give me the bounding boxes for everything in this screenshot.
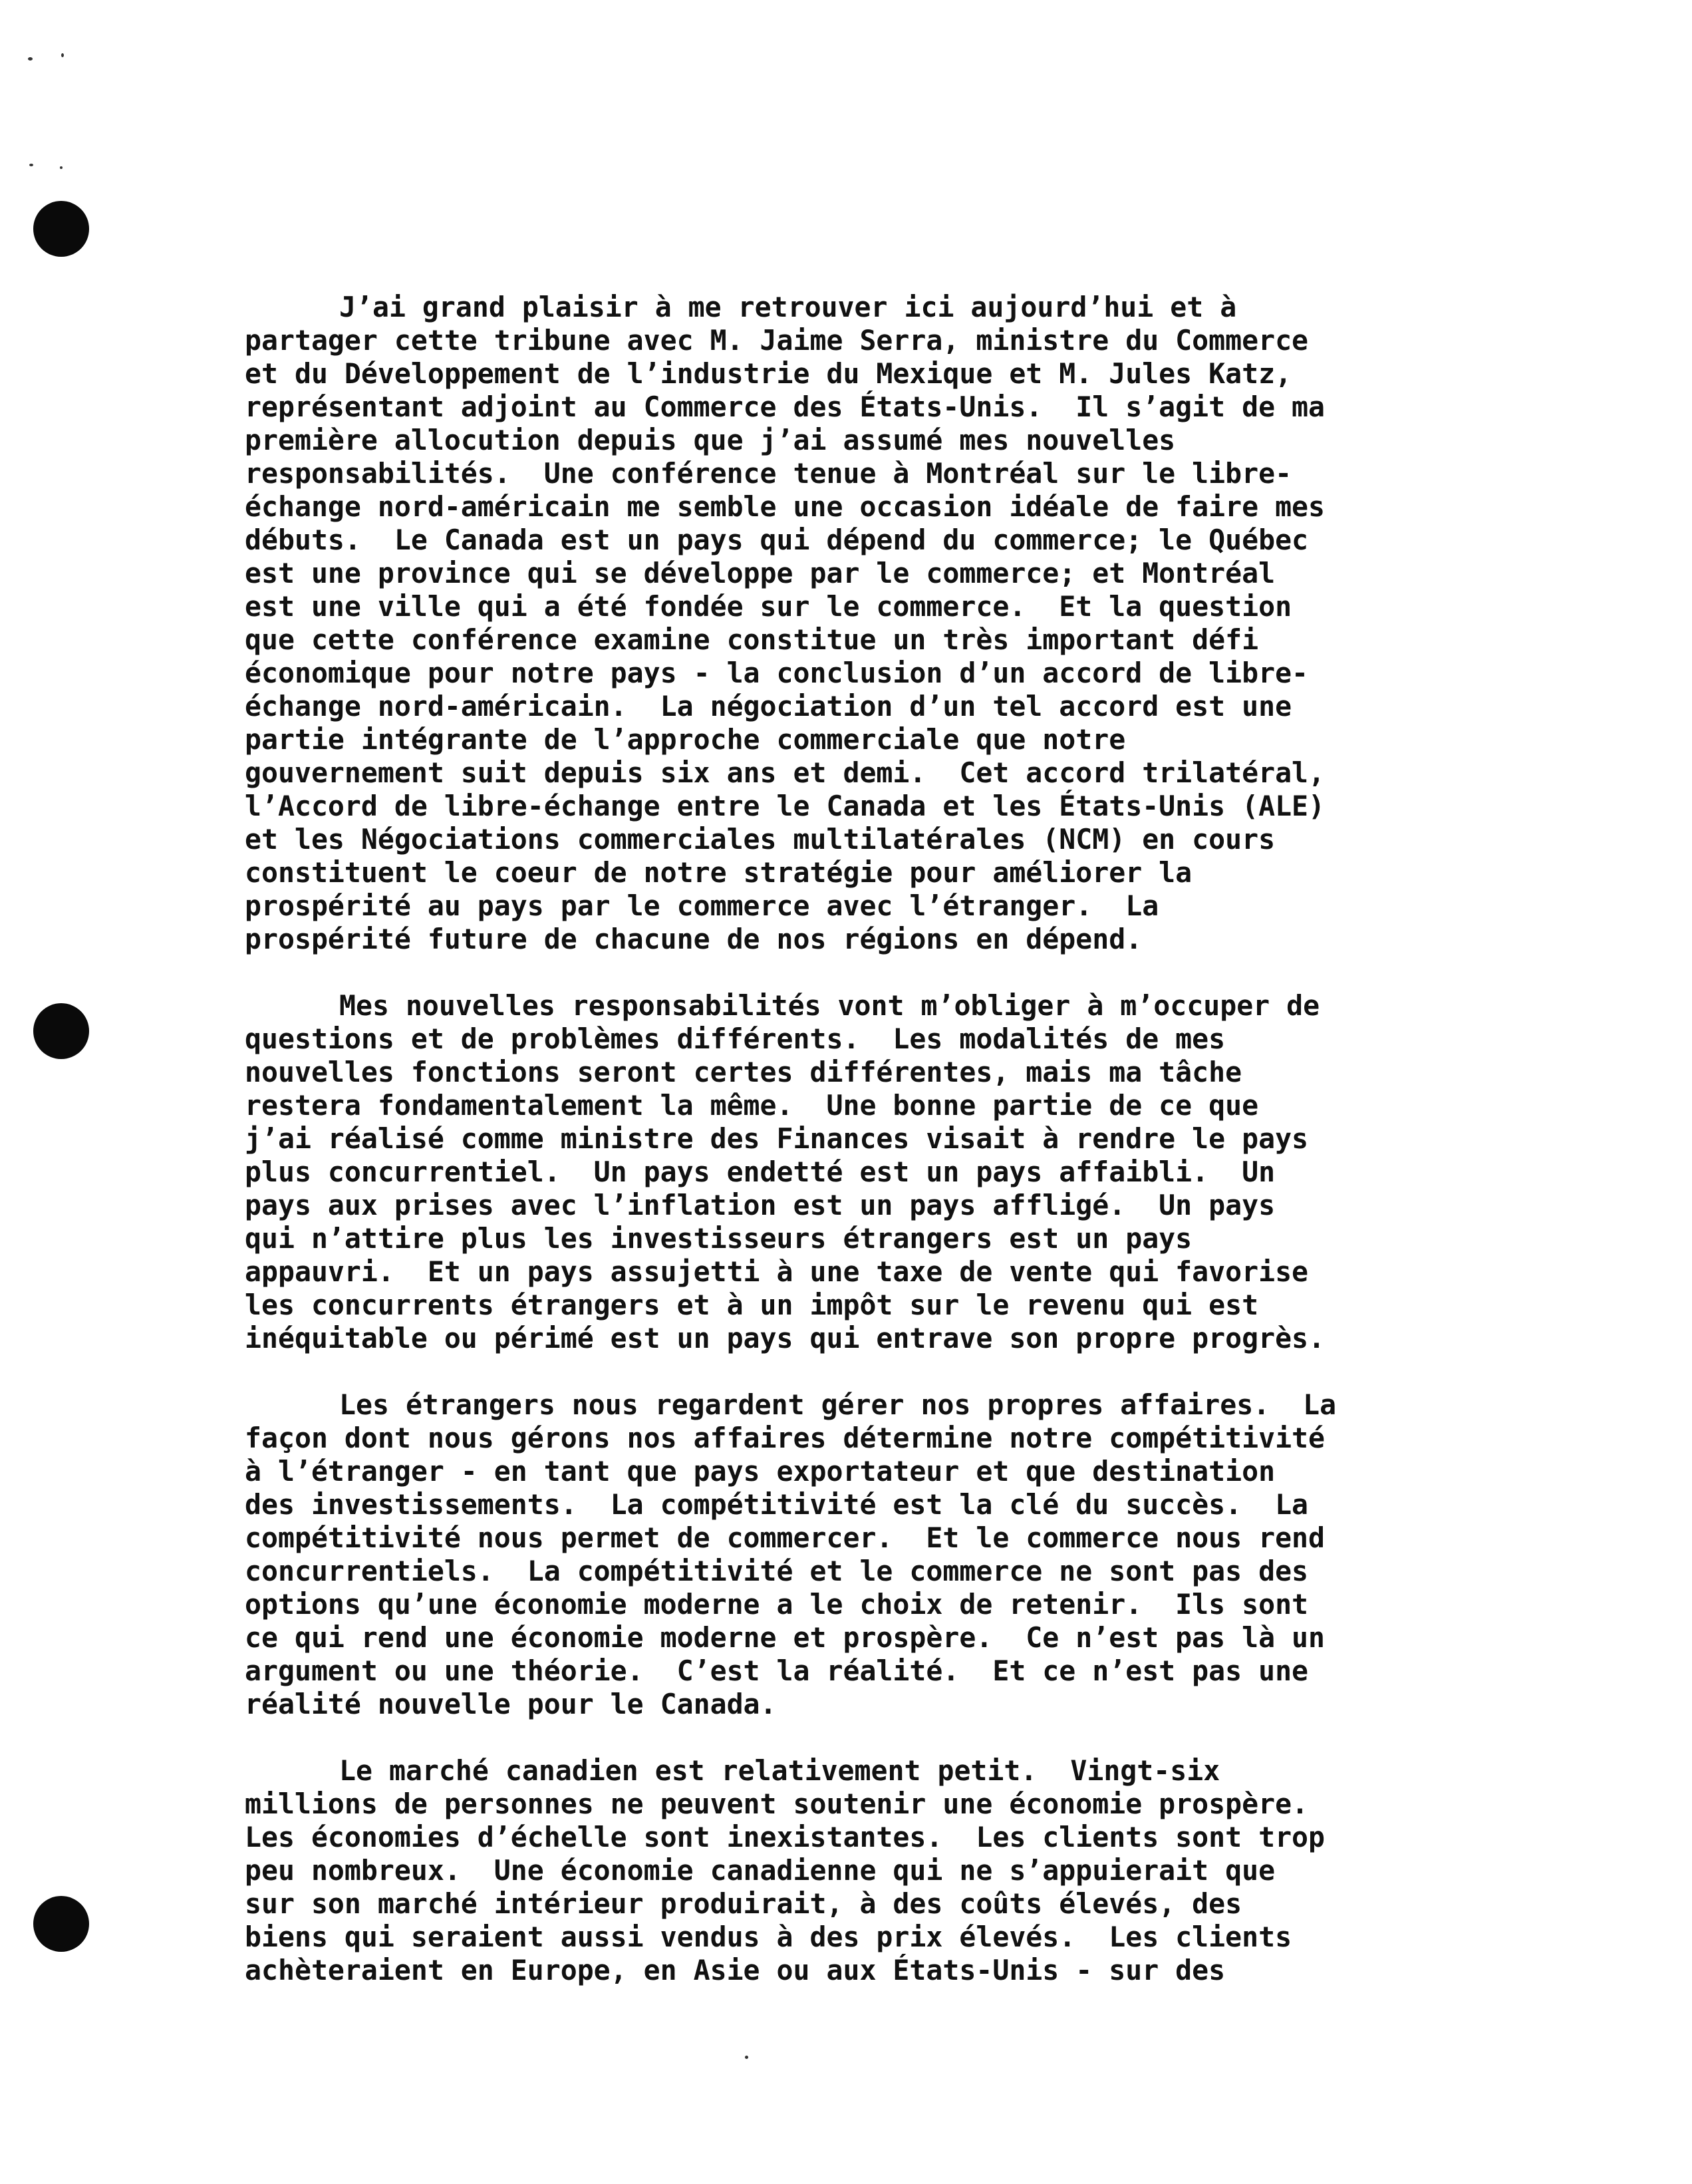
text-line: responsabilités. Une conférence tenue à Montréal sur le libre- (245, 457, 1292, 490)
text-line: partie intégrante de l’approche commerciale que notre (245, 723, 1126, 756)
text-line: restera fondamentalement la même. Une bonne partie de ce que (245, 1089, 1259, 1122)
paragraph-4 (245, 1754, 1575, 1987)
text-line: première allocution depuis que j’ai assumé mes nouvelles (245, 424, 1176, 456)
punch-hole-middle (33, 1003, 89, 1059)
text-line: façon dont nous gérons nos affaires détermine notre compétitivité (245, 1422, 1326, 1454)
text-line: prospérité future de chacune de nos régions en dépend. (245, 923, 1143, 955)
text-line: compétitivité nous permet de commercer. Et le commerce nous rend (245, 1521, 1326, 1554)
text-line: et les Négociations commerciales multilatérales (NCM) en cours (245, 823, 1276, 856)
punch-hole-bottom (33, 1896, 89, 1952)
text-line: à l’étranger - en tant que pays exportateur et que destination (245, 1455, 1276, 1487)
text-line: gouvernement suit depuis six ans et demi. Cet accord trilatéral, (245, 756, 1326, 789)
text-line: nouvelles fonctions seront certes différentes, mais ma tâche (245, 1056, 1242, 1088)
text-line: échange nord-américain me semble une occasion idéale de faire mes (245, 490, 1326, 523)
paragraph-1 (245, 291, 1575, 956)
text-line: pays aux prises avec l’inflation est un pays affligé. Un pays (245, 1189, 1276, 1221)
scan-speck (28, 57, 33, 61)
text-line: peu nombreux. Une économie canadienne qui ne s’appuierait que (245, 1854, 1276, 1887)
text-line: appauvri. Et un pays assujetti à une taxe de vente qui favorise (245, 1255, 1309, 1288)
scan-speck (29, 164, 33, 166)
text-line: j’ai réalisé comme ministre des Finances visait à rendre le pays (245, 1122, 1309, 1155)
punch-hole-top (33, 201, 89, 257)
text-line: réalité nouvelle pour le Canada. (245, 1688, 777, 1720)
text-line: achèteraient en Europe, en Asie ou aux États-Unis - sur des (245, 1954, 1226, 1986)
text-line: débuts. Le Canada est un pays qui dépend du commerce; le Québec (245, 524, 1309, 556)
text-line: Les économies d’échelle sont inexistantes. Les clients sont trop (245, 1821, 1326, 1853)
text-line: sur son marché intérieur produirait, à des coûts élevés, des (245, 1887, 1242, 1920)
paragraph-gap (245, 1721, 1575, 1754)
text-line: représentant adjoint au Commerce des États-Unis. Il s’agit de ma (245, 390, 1326, 423)
text-line: est une ville qui a été fondée sur le commerce. Et la question (245, 590, 1292, 623)
text-line: J’ai grand plaisir à me retrouver ici aujourd’hui et à (339, 291, 1237, 323)
text-line: les concurrents étrangers et à un impôt sur le revenu qui est (245, 1289, 1259, 1321)
text-line: millions de personnes ne peuvent soutenir une économie prospère. (245, 1788, 1309, 1820)
text-line: biens qui seraient aussi vendus à des prix élevés. Les clients (245, 1921, 1292, 1953)
text-line: plus concurrentiel. Un pays endetté est un pays affaibli. Un (245, 1156, 1276, 1188)
text-line: Les étrangers nous regardent gérer nos propres affaires. La (339, 1388, 1337, 1421)
text-line: qui n’attire plus les investisseurs étrangers est un pays (245, 1222, 1193, 1255)
paragraph-gap (245, 956, 1575, 989)
scan-speck (60, 166, 63, 169)
text-line: argument ou une théorie. C’est la réalité. Et ce n’est pas une (245, 1654, 1309, 1687)
text-line: prospérité au pays par le commerce avec l’étranger. La (245, 889, 1159, 922)
text-line: des investissements. La compétitivité est la clé du succès. La (245, 1488, 1309, 1521)
text-line: et du Développement de l’industrie du Mexique et M. Jules Katz, (245, 357, 1292, 390)
text-line: partager cette tribune avec M. Jaime Serra, ministre du Commerce (245, 324, 1309, 357)
text-line: Le marché canadien est relativement petit. Vingt-six (339, 1754, 1220, 1787)
text-line: questions et de problèmes différents. Les modalités de mes (245, 1022, 1226, 1055)
text-line: échange nord-américain. La négociation d’un tel accord est une (245, 690, 1292, 722)
text-line: économique pour notre pays - la conclusion d’un accord de libre- (245, 657, 1309, 689)
text-line: inéquitable ou périmé est un pays qui entrave son propre progrès. (245, 1322, 1326, 1354)
scan-speck (745, 2056, 748, 2059)
paragraph-gap (245, 1355, 1575, 1388)
text-line: constituent le coeur de notre stratégie pour améliorer la (245, 856, 1193, 889)
text-line: options qu’une économie moderne a le choix de retenir. Ils sont (245, 1588, 1309, 1621)
text-line: est une province qui se développe par le commerce; et Montréal (245, 557, 1276, 589)
paragraph-2 (245, 989, 1575, 1355)
text-line: Mes nouvelles responsabilités vont m’obliger à m’occuper de (339, 989, 1320, 1022)
document-body (245, 291, 1575, 1987)
text-line: que cette conférence examine constitue un très important défi (245, 623, 1259, 656)
scan-speck (61, 53, 64, 57)
text-line: concurrentiels. La compétitivité et le commerce ne sont pas des (245, 1555, 1309, 1587)
text-line: l’Accord de libre-échange entre le Canada et les États-Unis (ALE) (245, 790, 1326, 822)
text-line: ce qui rend une économie moderne et prospère. Ce n’est pas là un (245, 1621, 1326, 1654)
paragraph-3 (245, 1388, 1575, 1721)
